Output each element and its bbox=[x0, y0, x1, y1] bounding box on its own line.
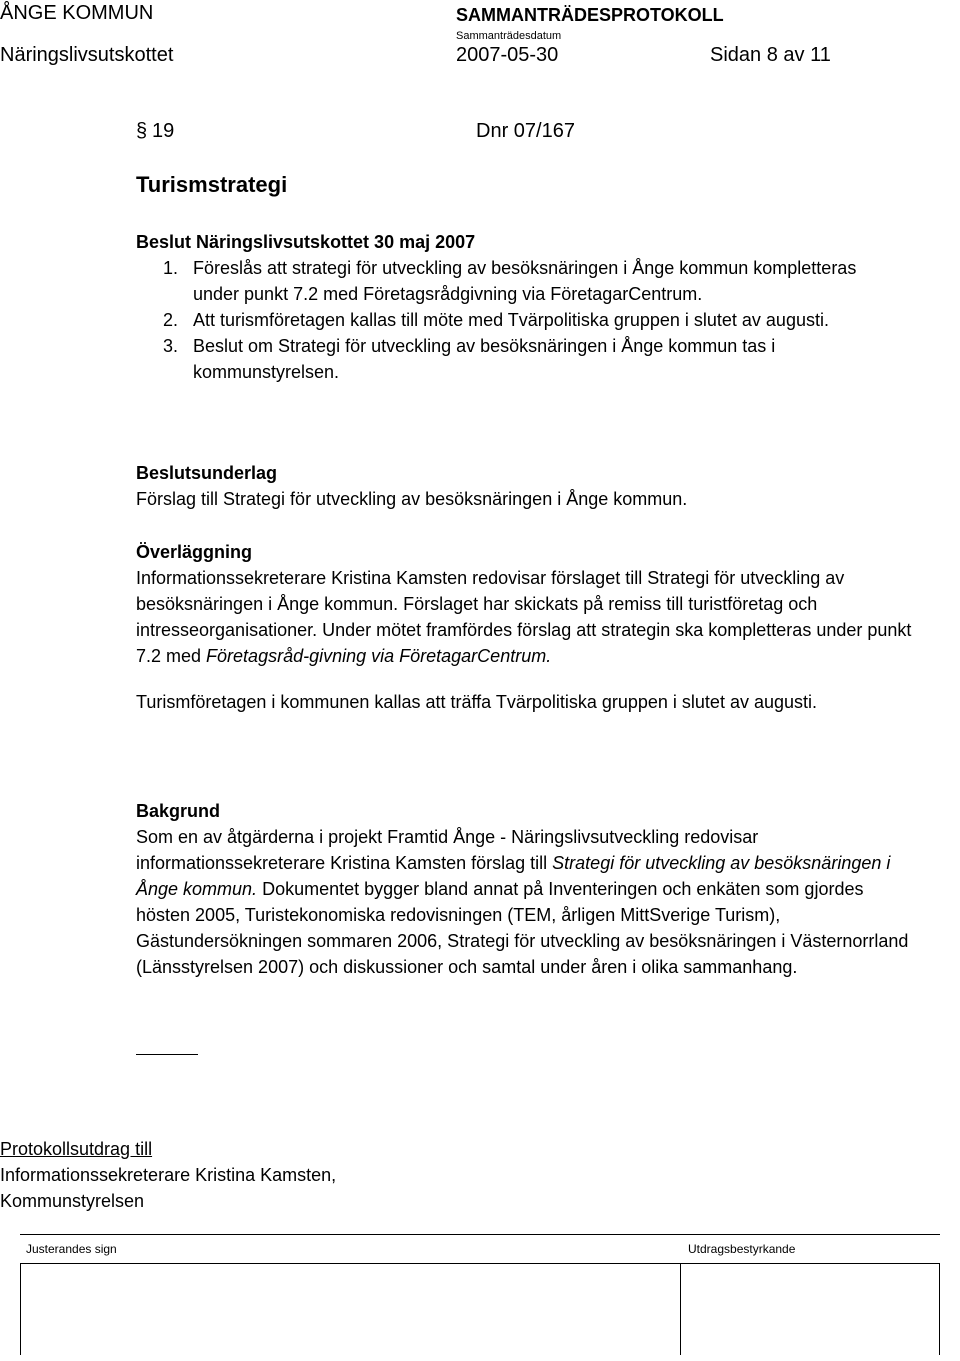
background-heading: Bakgrund bbox=[136, 801, 221, 821]
deliberation-heading: Överläggning bbox=[136, 542, 253, 562]
basis-text: Förslag till Strategi för utveckling av besöksnäringen i Ånge kommun. bbox=[136, 489, 688, 509]
page-number: Sidan 8 av 11 bbox=[710, 44, 831, 66]
basis-heading: Beslutsunderlag bbox=[136, 463, 278, 483]
footer-rule-bottom bbox=[20, 1263, 940, 1264]
background-text: Som en av åtgärderna i projekt Framtid Ånge - Näringslivsutveckling redovisar informationssekreterare Kristina Kamsten förslag till Strategi för utveckling av besöksnäringen i Ånge kommun. Dokumentet bygger bland annat på Inventeringen och enkäten som gjordes hösten 2005, Turistekonomiska redovisningen (TEM, årligen MittSverige Turism), Gästundersökningen sommaren 2006, Strategi för utveckling av besöksnäringen i Västernorrland (Länsstyrelsen 2007) och diskussioner och samtal under åren i olika sammanhang. bbox=[136, 827, 909, 977]
page-title: Turismstrategi bbox=[136, 172, 288, 197]
date-label: Sammanträdesdatum bbox=[456, 30, 562, 42]
case-number: Dnr 07/167 bbox=[476, 120, 575, 142]
divider bbox=[136, 1054, 198, 1055]
footer-box-left bbox=[20, 1263, 21, 1355]
meeting-date: 2007-05-30 bbox=[456, 44, 559, 66]
deliberation-section bbox=[136, 539, 916, 715]
basis-section bbox=[136, 460, 916, 512]
committee-name: Näringslivsutskottet bbox=[0, 44, 174, 66]
decision-point: 1. Föreslås att strategi för utveckling av besöksnäringen i Ånge kommun kompletteras under punkt 7.2 med Företagsrådgivning via FöretagarCentrum. bbox=[163, 258, 857, 304]
decision-point: 3. Beslut om Strategi för utveckling av besöksnäringen i Ånge kommun tas i kommunstyrelsen. bbox=[163, 336, 776, 382]
footer-rule bbox=[20, 1234, 940, 1235]
footer-box-divider bbox=[680, 1263, 681, 1355]
background-section bbox=[136, 798, 916, 980]
distribution-recipient: Informationssekreterare Kristina Kamsten, bbox=[0, 1165, 337, 1185]
deliberation-text-2: Turismföretagen i kommunen kallas att träffa Tvärpolitiska gruppen i slutet av augusti. bbox=[136, 692, 818, 712]
section-number: 19 bbox=[152, 120, 175, 142]
distribution-recipient: Kommunstyrelsen bbox=[0, 1191, 145, 1211]
footer-certification-label: Utdragsbestyrkande bbox=[688, 1242, 796, 1256]
decision-heading: Beslut Näringslivsutskottet 30 maj 2007 bbox=[136, 232, 476, 252]
deliberation-text: Informationssekreterare Kristina Kamsten redovisar förslaget till Strategi för utveckling av besöksnäringen i Ånge kommun. Förslaget har skickats på remiss till turistföretag och intresseorganisationer. Under mötet framfördes förslag att strategin ska kompletteras under punkt 7.2 med Företagsråd-givning via FöretagarCentrum. bbox=[136, 568, 912, 666]
decision-section bbox=[136, 229, 916, 385]
doc-type: SAMMANTRÄDESPROTOKOLL bbox=[456, 5, 724, 25]
org-name: ÅNGE KOMMUN bbox=[0, 2, 154, 24]
footer-signature-label: Justerandes sign bbox=[26, 1242, 117, 1256]
distribution-heading: Protokollsutdrag till bbox=[0, 1139, 153, 1159]
decision-point: 2. Att turismföretagen kallas till möte med Tvärpolitiska gruppen i slutet av augusti. bbox=[163, 310, 829, 330]
section-symbol: § bbox=[136, 120, 148, 142]
footer-box-right bbox=[939, 1263, 940, 1355]
